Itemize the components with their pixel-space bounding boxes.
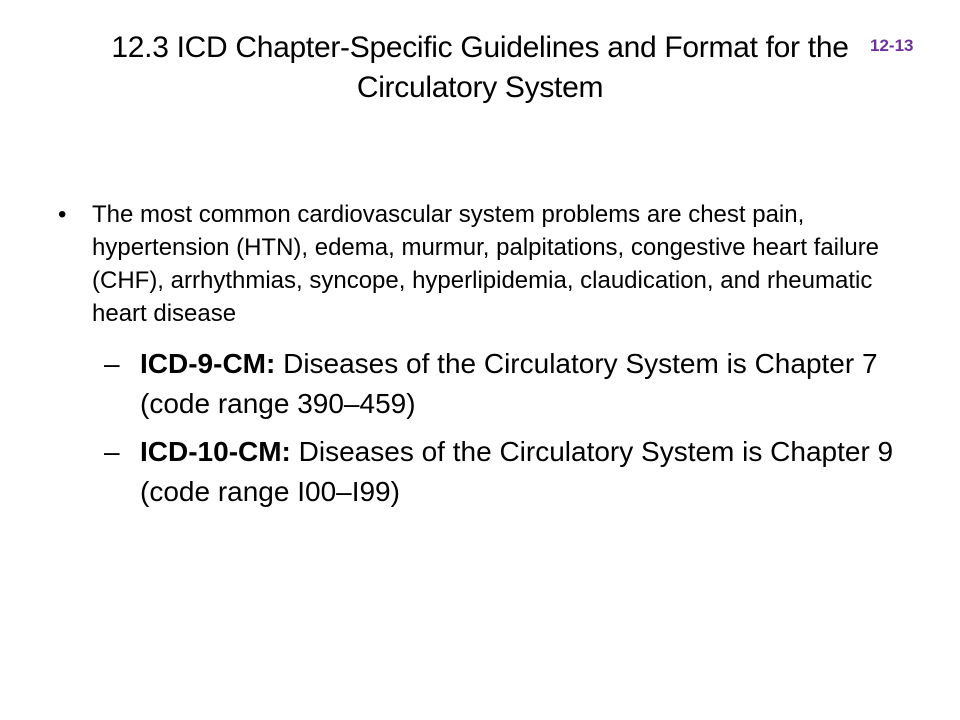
bullet-item	[58, 198, 908, 330]
bullet-list	[58, 198, 908, 520]
slide-number: 12-13	[870, 36, 914, 55]
sub-bullet-term: ICD-10-CM:	[140, 436, 291, 467]
sub-bullet-text: Diseases of the Circulatory System is Chapter 9 (code range I00–I99)	[140, 436, 894, 507]
sub-bullet-text: Diseases of the Circulatory System is Chapter 7 (code range 390–459)	[140, 348, 878, 419]
slide-title: 12.3 ICD Chapter-Specific Guidelines and Format for the Circulatory System	[111, 31, 849, 104]
dash-icon: –	[104, 436, 120, 467]
sub-bullet-term: ICD-9-CM:	[140, 348, 276, 379]
sub-bullet-icd10	[58, 432, 908, 512]
bullet-dot-icon: •	[58, 201, 67, 228]
sub-bullet-icd9	[58, 344, 908, 424]
sub-bullet-list	[58, 344, 908, 512]
bullet-text: The most common cardiovascular system problems are chest pain, hypertension (HTN), edema, murmur, palpitations, congestive heart failure (CHF), arrhythmias, syncope, hyperlipidemia, claudication, and rheumatic heart disease	[92, 201, 880, 327]
dash-icon: –	[104, 348, 120, 379]
